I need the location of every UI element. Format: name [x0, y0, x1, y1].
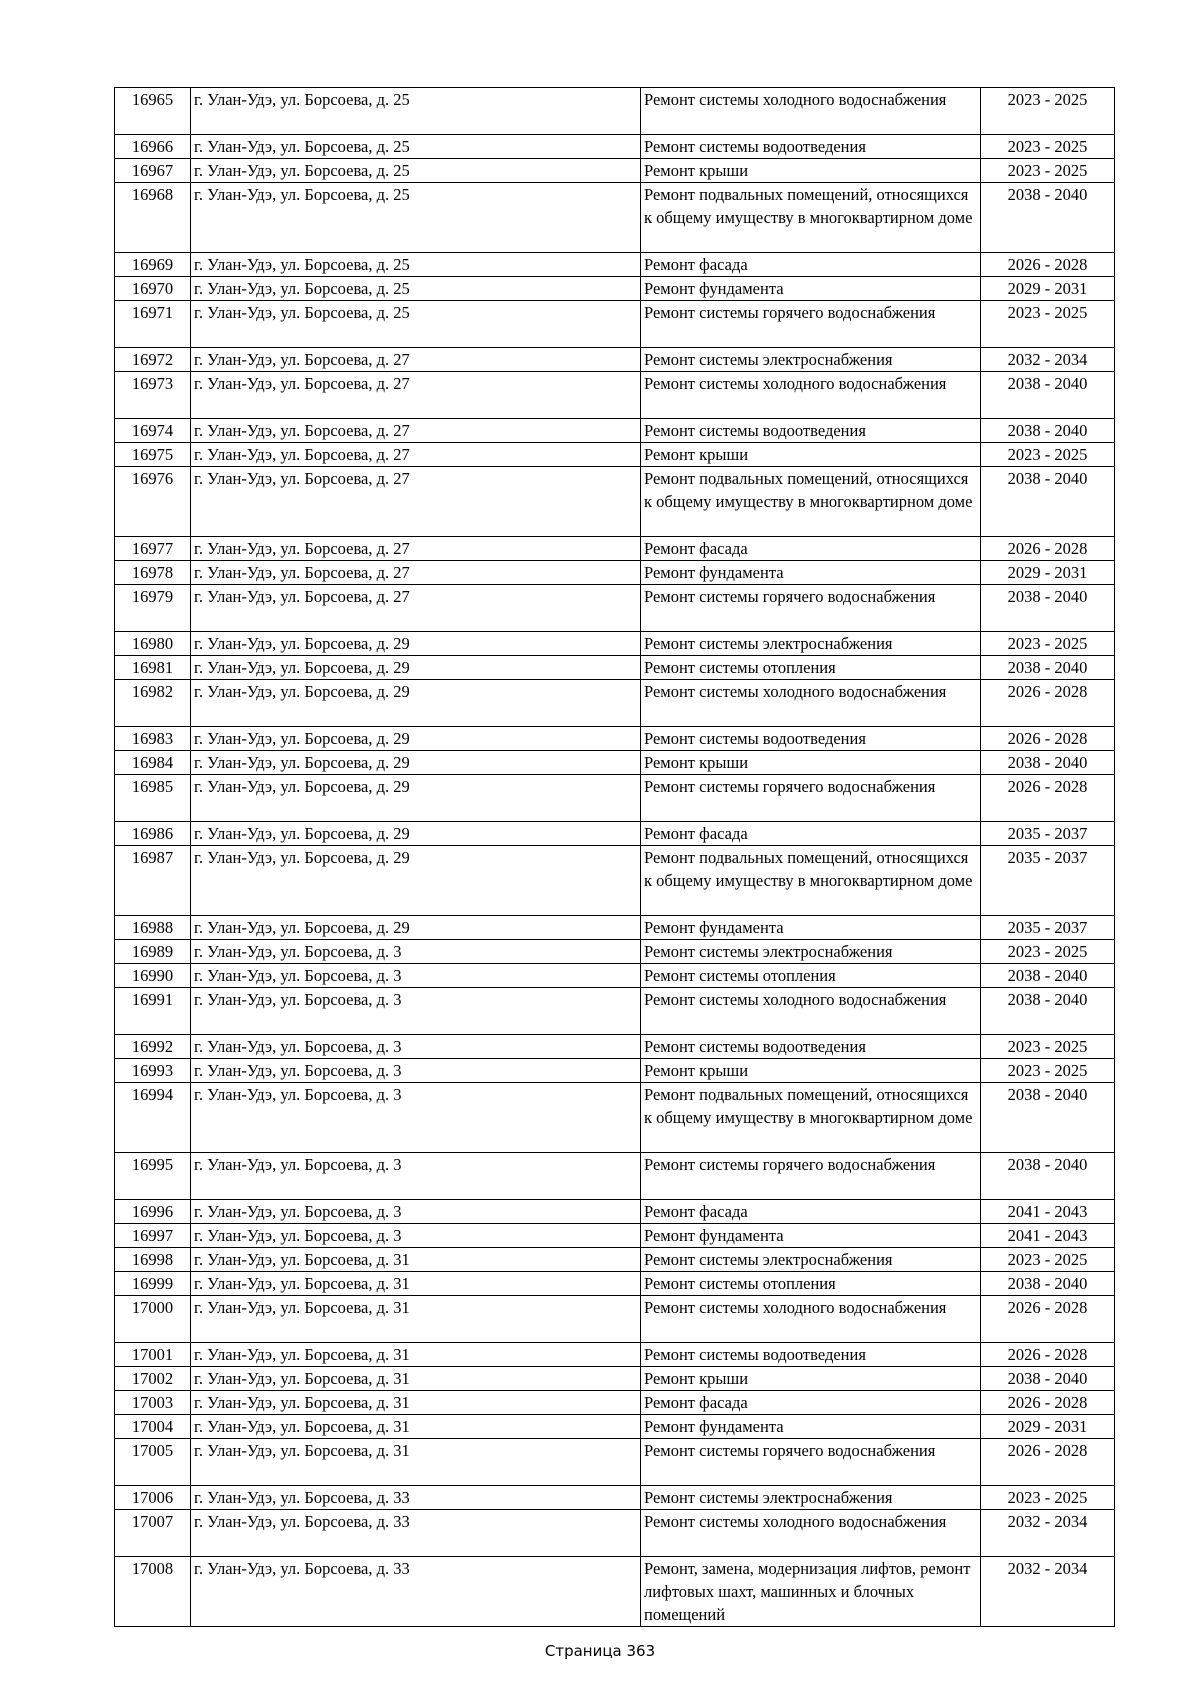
table-body — [115, 88, 1115, 1627]
address-cell: г. Улан-Удэ, ул. Борсоева, д. 25 — [191, 183, 641, 253]
work-type-cell: Ремонт системы горячего водоснабжения — [641, 775, 981, 822]
period-cell: 2038 - 2040 — [981, 988, 1115, 1035]
table-row — [115, 775, 1115, 822]
table-row — [115, 1367, 1115, 1391]
table-row — [115, 585, 1115, 632]
row-number-cell: 16985 — [115, 775, 191, 822]
address-cell: г. Улан-Удэ, ул. Борсоева, д. 31 — [191, 1367, 641, 1391]
row-number-cell: 17006 — [115, 1486, 191, 1510]
work-type-cell: Ремонт системы электроснабжения — [641, 940, 981, 964]
row-number-cell: 17007 — [115, 1510, 191, 1557]
address-cell: г. Улан-Удэ, ул. Борсоева, д. 3 — [191, 1083, 641, 1153]
address-cell: г. Улан-Удэ, ул. Борсоева, д. 29 — [191, 916, 641, 940]
work-type-cell: Ремонт фундамента — [641, 561, 981, 585]
row-number-cell: 16970 — [115, 277, 191, 301]
work-type-cell: Ремонт фасада — [641, 537, 981, 561]
address-cell: г. Улан-Удэ, ул. Борсоева, д. 29 — [191, 656, 641, 680]
address-cell: г. Улан-Удэ, ул. Борсоева, д. 3 — [191, 1224, 641, 1248]
work-type-cell: Ремонт системы водоотведения — [641, 727, 981, 751]
row-number-cell: 16998 — [115, 1248, 191, 1272]
table-row — [115, 561, 1115, 585]
work-type-cell: Ремонт системы водоотведения — [641, 1035, 981, 1059]
period-cell: 2023 - 2025 — [981, 159, 1115, 183]
period-cell: 2026 - 2028 — [981, 1439, 1115, 1486]
work-type-cell: Ремонт системы холодного водоснабжения — [641, 372, 981, 419]
period-cell: 2023 - 2025 — [981, 88, 1115, 135]
table-row — [115, 656, 1115, 680]
address-cell: г. Улан-Удэ, ул. Борсоева, д. 3 — [191, 988, 641, 1035]
period-cell: 2035 - 2037 — [981, 846, 1115, 916]
table-row — [115, 1272, 1115, 1296]
row-number-cell: 17002 — [115, 1367, 191, 1391]
table-row — [115, 1224, 1115, 1248]
period-cell: 2023 - 2025 — [981, 1059, 1115, 1083]
address-cell: г. Улан-Удэ, ул. Борсоева, д. 25 — [191, 301, 641, 348]
work-type-cell: Ремонт системы электроснабжения — [641, 348, 981, 372]
period-cell: 2038 - 2040 — [981, 1153, 1115, 1200]
period-cell: 2038 - 2040 — [981, 1367, 1115, 1391]
row-number-cell: 16975 — [115, 443, 191, 467]
work-type-cell: Ремонт крыши — [641, 159, 981, 183]
table-row — [115, 632, 1115, 656]
address-cell: г. Улан-Удэ, ул. Борсоева, д. 31 — [191, 1415, 641, 1439]
table-row — [115, 419, 1115, 443]
table-row — [115, 301, 1115, 348]
work-type-cell: Ремонт подвальных помещений, относящихся к общему имуществу в многоквартирном доме — [641, 846, 981, 916]
row-number-cell: 16980 — [115, 632, 191, 656]
table-row — [115, 467, 1115, 537]
work-type-cell: Ремонт системы электроснабжения — [641, 1248, 981, 1272]
work-type-cell: Ремонт системы холодного водоснабжения — [641, 1296, 981, 1343]
period-cell: 2038 - 2040 — [981, 183, 1115, 253]
address-cell: г. Улан-Удэ, ул. Борсоева, д. 3 — [191, 1059, 641, 1083]
period-cell: 2029 - 2031 — [981, 1415, 1115, 1439]
row-number-cell: 16965 — [115, 88, 191, 135]
period-cell: 2038 - 2040 — [981, 419, 1115, 443]
table-row — [115, 1035, 1115, 1059]
period-cell: 2035 - 2037 — [981, 822, 1115, 846]
work-type-cell: Ремонт, замена, модернизация лифтов, ремонт лифтовых шахт, машинных и блочных помещений — [641, 1557, 981, 1627]
row-number-cell: 16987 — [115, 846, 191, 916]
table-row — [115, 443, 1115, 467]
row-number-cell: 17001 — [115, 1343, 191, 1367]
period-cell: 2026 - 2028 — [981, 1391, 1115, 1415]
work-type-cell: Ремонт фасада — [641, 822, 981, 846]
address-cell: г. Улан-Удэ, ул. Борсоева, д. 29 — [191, 727, 641, 751]
page-number: Страница 363 — [544, 1642, 656, 1660]
work-type-cell: Ремонт фасада — [641, 1391, 981, 1415]
address-cell: г. Улан-Удэ, ул. Борсоева, д. 3 — [191, 1035, 641, 1059]
work-type-cell: Ремонт системы электроснабжения — [641, 632, 981, 656]
address-cell: г. Улан-Удэ, ул. Борсоева, д. 33 — [191, 1557, 641, 1627]
period-cell: 2038 - 2040 — [981, 372, 1115, 419]
table-row — [115, 1439, 1115, 1486]
period-cell: 2026 - 2028 — [981, 253, 1115, 277]
address-cell: г. Улан-Удэ, ул. Борсоева, д. 27 — [191, 372, 641, 419]
work-type-cell: Ремонт фасада — [641, 253, 981, 277]
work-type-cell: Ремонт фундамента — [641, 916, 981, 940]
table-row — [115, 1391, 1115, 1415]
work-type-cell: Ремонт системы водоотведения — [641, 135, 981, 159]
address-cell: г. Улан-Удэ, ул. Борсоева, д. 27 — [191, 443, 641, 467]
table-row — [115, 1343, 1115, 1367]
row-number-cell: 16966 — [115, 135, 191, 159]
work-type-cell: Ремонт системы электроснабжения — [641, 1486, 981, 1510]
work-type-cell: Ремонт системы горячего водоснабжения — [641, 585, 981, 632]
address-cell: г. Улан-Удэ, ул. Борсоева, д. 25 — [191, 253, 641, 277]
period-cell: 2038 - 2040 — [981, 656, 1115, 680]
table-row — [115, 537, 1115, 561]
row-number-cell: 16984 — [115, 751, 191, 775]
period-cell: 2038 - 2040 — [981, 1083, 1115, 1153]
row-number-cell: 16988 — [115, 916, 191, 940]
address-cell: г. Улан-Удэ, ул. Борсоева, д. 25 — [191, 277, 641, 301]
row-number-cell: 17004 — [115, 1415, 191, 1439]
row-number-cell: 17008 — [115, 1557, 191, 1627]
table-row — [115, 988, 1115, 1035]
table-row — [115, 1557, 1115, 1627]
period-cell: 2026 - 2028 — [981, 1296, 1115, 1343]
work-type-cell: Ремонт крыши — [641, 751, 981, 775]
address-cell: г. Улан-Удэ, ул. Борсоева, д. 3 — [191, 1200, 641, 1224]
address-cell: г. Улан-Удэ, ул. Борсоева, д. 31 — [191, 1296, 641, 1343]
work-type-cell: Ремонт системы холодного водоснабжения — [641, 1510, 981, 1557]
table-row — [115, 940, 1115, 964]
period-cell: 2029 - 2031 — [981, 277, 1115, 301]
table-row — [115, 1296, 1115, 1343]
table-row — [115, 727, 1115, 751]
row-number-cell: 16992 — [115, 1035, 191, 1059]
address-cell: г. Улан-Удэ, ул. Борсоева, д. 33 — [191, 1510, 641, 1557]
table-row — [115, 88, 1115, 135]
period-cell: 2038 - 2040 — [981, 964, 1115, 988]
work-type-cell: Ремонт системы горячего водоснабжения — [641, 301, 981, 348]
work-type-cell: Ремонт системы горячего водоснабжения — [641, 1153, 981, 1200]
period-cell: 2038 - 2040 — [981, 751, 1115, 775]
address-cell: г. Улан-Удэ, ул. Борсоева, д. 3 — [191, 1153, 641, 1200]
address-cell: г. Улан-Удэ, ул. Борсоева, д. 31 — [191, 1439, 641, 1486]
period-cell: 2035 - 2037 — [981, 916, 1115, 940]
row-number-cell: 16976 — [115, 467, 191, 537]
row-number-cell: 17003 — [115, 1391, 191, 1415]
work-type-cell: Ремонт фундамента — [641, 1224, 981, 1248]
period-cell: 2023 - 2025 — [981, 940, 1115, 964]
table-row — [115, 135, 1115, 159]
address-cell: г. Улан-Удэ, ул. Борсоева, д. 25 — [191, 88, 641, 135]
work-type-cell: Ремонт системы отопления — [641, 964, 981, 988]
work-type-cell: Ремонт подвальных помещений, относящихся к общему имуществу в многоквартирном доме — [641, 1083, 981, 1153]
address-cell: г. Улан-Удэ, ул. Борсоева, д. 25 — [191, 135, 641, 159]
table-row — [115, 1248, 1115, 1272]
table-row — [115, 846, 1115, 916]
address-cell: г. Улан-Удэ, ул. Борсоева, д. 29 — [191, 632, 641, 656]
row-number-cell: 16969 — [115, 253, 191, 277]
period-cell: 2026 - 2028 — [981, 537, 1115, 561]
row-number-cell: 17005 — [115, 1439, 191, 1486]
table-row — [115, 1486, 1115, 1510]
address-cell: г. Улан-Удэ, ул. Борсоева, д. 29 — [191, 751, 641, 775]
work-type-cell: Ремонт крыши — [641, 1367, 981, 1391]
row-number-cell: 16990 — [115, 964, 191, 988]
row-number-cell: 16989 — [115, 940, 191, 964]
row-number-cell: 16995 — [115, 1153, 191, 1200]
period-cell: 2032 - 2034 — [981, 1557, 1115, 1627]
work-type-cell: Ремонт системы холодного водоснабжения — [641, 988, 981, 1035]
table-row — [115, 1059, 1115, 1083]
table-row — [115, 680, 1115, 727]
period-cell: 2023 - 2025 — [981, 1248, 1115, 1272]
period-cell: 2023 - 2025 — [981, 1035, 1115, 1059]
row-number-cell: 16978 — [115, 561, 191, 585]
address-cell: г. Улан-Удэ, ул. Борсоева, д. 29 — [191, 846, 641, 916]
row-number-cell: 16977 — [115, 537, 191, 561]
period-cell: 2038 - 2040 — [981, 467, 1115, 537]
address-cell: г. Улан-Удэ, ул. Борсоева, д. 31 — [191, 1391, 641, 1415]
row-number-cell: 16991 — [115, 988, 191, 1035]
address-cell: г. Улан-Удэ, ул. Борсоева, д. 31 — [191, 1343, 641, 1367]
table-row — [115, 1153, 1115, 1200]
address-cell: г. Улан-Удэ, ул. Борсоева, д. 29 — [191, 775, 641, 822]
period-cell: 2041 - 2043 — [981, 1224, 1115, 1248]
table-row — [115, 916, 1115, 940]
address-cell: г. Улан-Удэ, ул. Борсоева, д. 27 — [191, 561, 641, 585]
table-row — [115, 964, 1115, 988]
period-cell: 2038 - 2040 — [981, 1272, 1115, 1296]
period-cell: 2026 - 2028 — [981, 775, 1115, 822]
period-cell: 2041 - 2043 — [981, 1200, 1115, 1224]
row-number-cell: 16971 — [115, 301, 191, 348]
table-row — [115, 348, 1115, 372]
period-cell: 2038 - 2040 — [981, 585, 1115, 632]
period-cell: 2026 - 2028 — [981, 680, 1115, 727]
table-row — [115, 751, 1115, 775]
address-cell: г. Улан-Удэ, ул. Борсоева, д. 29 — [191, 680, 641, 727]
row-number-cell: 16974 — [115, 419, 191, 443]
work-type-cell: Ремонт системы горячего водоснабжения — [641, 1439, 981, 1486]
table-row — [115, 159, 1115, 183]
work-type-cell: Ремонт системы отопления — [641, 656, 981, 680]
row-number-cell: 16983 — [115, 727, 191, 751]
row-number-cell: 17000 — [115, 1296, 191, 1343]
period-cell: 2026 - 2028 — [981, 727, 1115, 751]
row-number-cell: 16997 — [115, 1224, 191, 1248]
work-type-cell: Ремонт фасада — [641, 1200, 981, 1224]
row-number-cell: 16973 — [115, 372, 191, 419]
address-cell: г. Улан-Удэ, ул. Борсоева, д. 27 — [191, 467, 641, 537]
row-number-cell: 16979 — [115, 585, 191, 632]
work-type-cell: Ремонт подвальных помещений, относящихся к общему имуществу в многоквартирном доме — [641, 467, 981, 537]
address-cell: г. Улан-Удэ, ул. Борсоева, д. 3 — [191, 940, 641, 964]
work-type-cell: Ремонт системы отопления — [641, 1272, 981, 1296]
row-number-cell: 16996 — [115, 1200, 191, 1224]
work-type-cell: Ремонт крыши — [641, 1059, 981, 1083]
capital-repair-table — [114, 87, 1115, 1627]
work-type-cell: Ремонт фундамента — [641, 277, 981, 301]
period-cell: 2029 - 2031 — [981, 561, 1115, 585]
table-row — [115, 1083, 1115, 1153]
work-type-cell: Ремонт системы водоотведения — [641, 419, 981, 443]
address-cell: г. Улан-Удэ, ул. Борсоева, д. 27 — [191, 537, 641, 561]
address-cell: г. Улан-Удэ, ул. Борсоева, д. 31 — [191, 1248, 641, 1272]
period-cell: 2023 - 2025 — [981, 443, 1115, 467]
period-cell: 2023 - 2025 — [981, 632, 1115, 656]
work-type-cell: Ремонт системы холодного водоснабжения — [641, 88, 981, 135]
address-cell: г. Улан-Удэ, ул. Борсоева, д. 33 — [191, 1486, 641, 1510]
row-number-cell: 16981 — [115, 656, 191, 680]
table-row — [115, 372, 1115, 419]
row-number-cell: 16968 — [115, 183, 191, 253]
work-type-cell: Ремонт фундамента — [641, 1415, 981, 1439]
row-number-cell: 16993 — [115, 1059, 191, 1083]
address-cell: г. Улан-Удэ, ул. Борсоева, д. 3 — [191, 964, 641, 988]
period-cell: 2026 - 2028 — [981, 1343, 1115, 1367]
work-type-cell: Ремонт крыши — [641, 443, 981, 467]
address-cell: г. Улан-Удэ, ул. Борсоева, д. 31 — [191, 1272, 641, 1296]
address-cell: г. Улан-Удэ, ул. Борсоева, д. 25 — [191, 159, 641, 183]
row-number-cell: 16986 — [115, 822, 191, 846]
address-cell: г. Улан-Удэ, ул. Борсоева, д. 29 — [191, 822, 641, 846]
work-type-cell: Ремонт системы холодного водоснабжения — [641, 680, 981, 727]
address-cell: г. Улан-Удэ, ул. Борсоева, д. 27 — [191, 419, 641, 443]
row-number-cell: 16994 — [115, 1083, 191, 1153]
table-row — [115, 822, 1115, 846]
period-cell: 2032 - 2034 — [981, 1510, 1115, 1557]
row-number-cell: 16972 — [115, 348, 191, 372]
row-number-cell: 16967 — [115, 159, 191, 183]
table-row — [115, 1200, 1115, 1224]
address-cell: г. Улан-Удэ, ул. Борсоева, д. 27 — [191, 348, 641, 372]
table-row — [115, 253, 1115, 277]
period-cell: 2023 - 2025 — [981, 1486, 1115, 1510]
work-type-cell: Ремонт подвальных помещений, относящихся к общему имуществу в многоквартирном доме — [641, 183, 981, 253]
row-number-cell: 16999 — [115, 1272, 191, 1296]
work-type-cell: Ремонт системы водоотведения — [641, 1343, 981, 1367]
period-cell: 2023 - 2025 — [981, 135, 1115, 159]
period-cell: 2032 - 2034 — [981, 348, 1115, 372]
row-number-cell: 16982 — [115, 680, 191, 727]
period-cell: 2023 - 2025 — [981, 301, 1115, 348]
table-row — [115, 277, 1115, 301]
table-row — [115, 1415, 1115, 1439]
table-row — [115, 1510, 1115, 1557]
table-row — [115, 183, 1115, 253]
address-cell: г. Улан-Удэ, ул. Борсоева, д. 27 — [191, 585, 641, 632]
